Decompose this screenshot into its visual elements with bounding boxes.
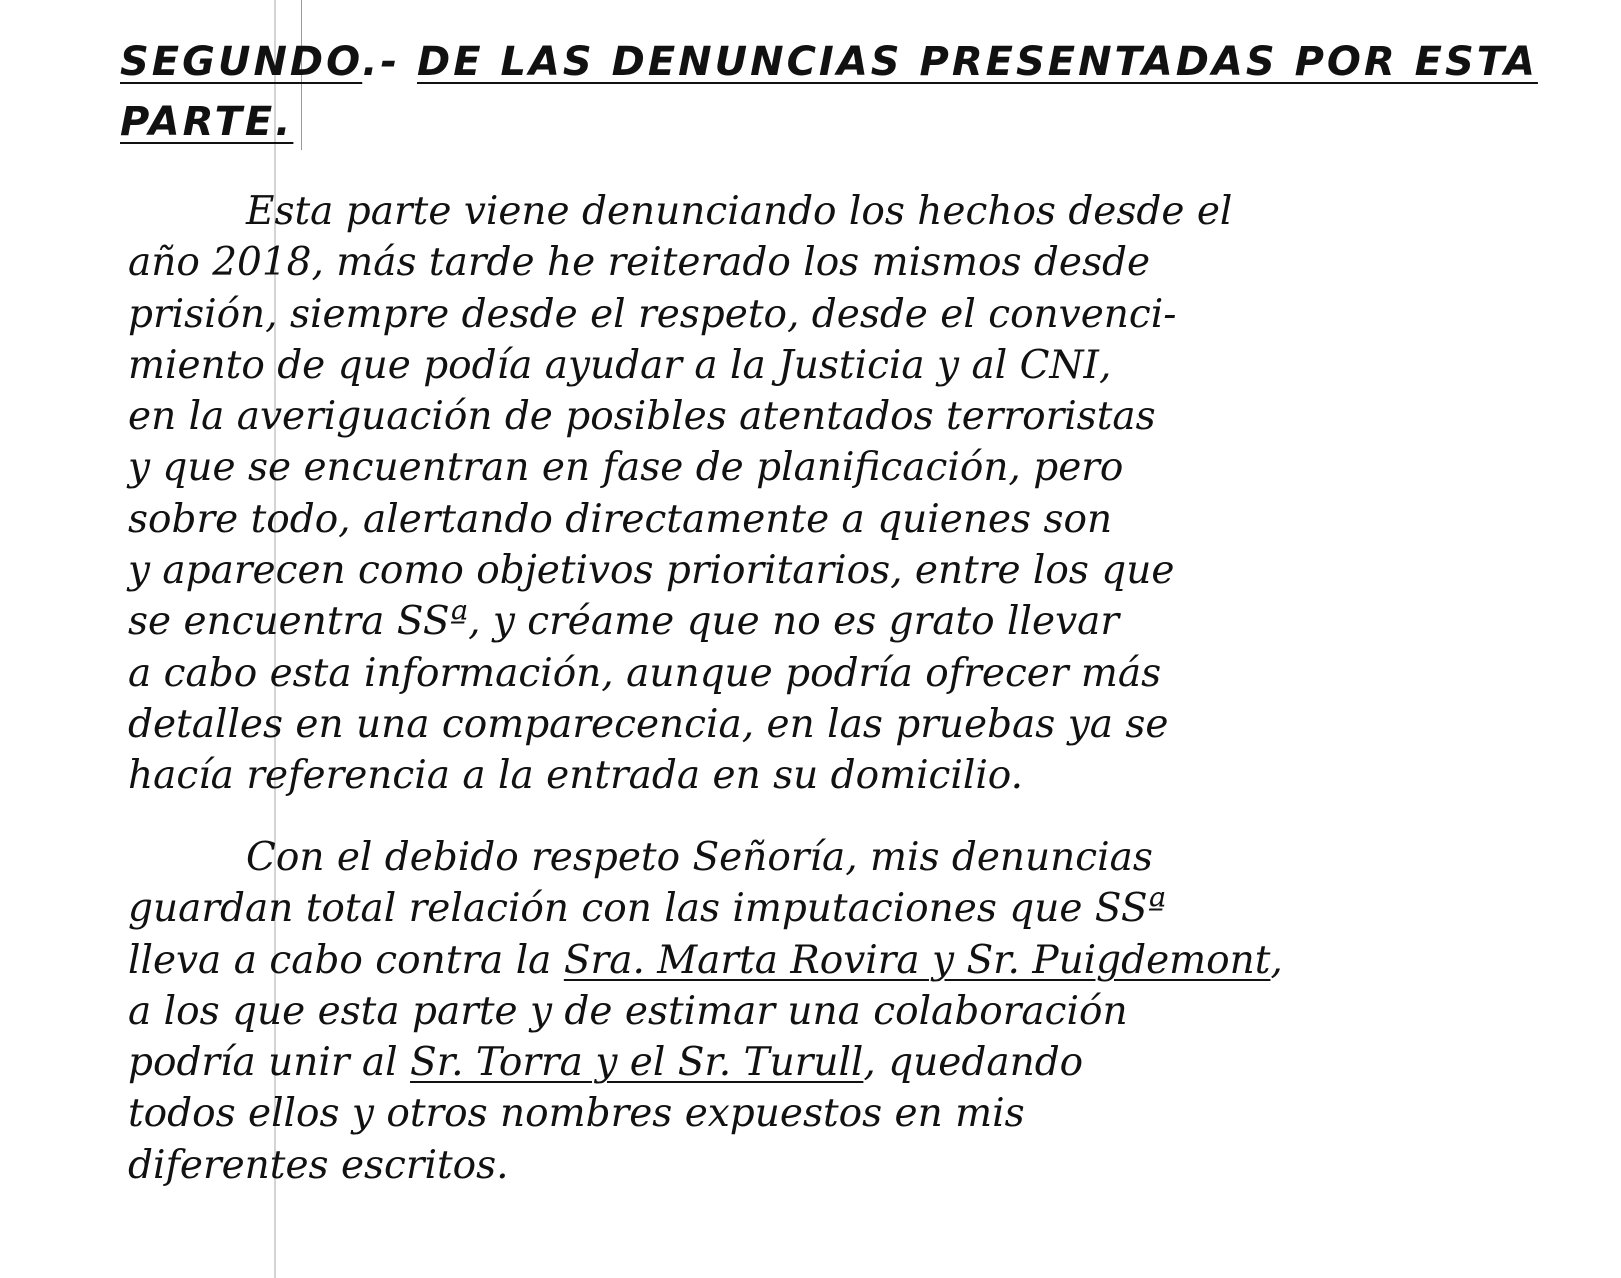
paragraph-line: y aparecen como objetivos prioritarios, entre los que [128,548,1175,594]
paragraph-relacion-imputaciones [128,832,1498,1191]
paragraph-line: sobre todo, alertando directamente a quienes son [128,496,1113,542]
paragraph-line: Con el debido respeto Señoría, mis denuncias [246,835,1153,880]
heading-title: DE LAS DENUNCIAS PRESENTADAS POR ESTA [416,39,1538,85]
paragraph-line: diferentes escritos. [128,1142,509,1188]
paragraph-line: todos ellos y otros nombres expuestos en mis [128,1091,1025,1137]
heading-line-1 [120,32,1538,92]
paragraph-line: en la averiguación de posibles atentados terroristas [128,394,1156,440]
underlined-names: Sr. Torra y el Sr. Turull [410,1040,864,1086]
paragraph-line: prisión, siempre desde el respeto, desde el convenci- [128,291,1177,337]
paragraph-line: detalles en una comparecencia, en las pruebas ya se [128,701,1169,747]
heading-number: SEGUNDO [120,39,363,85]
paragraph-line: a cabo esta información, aunque podría ofrecer más [128,650,1162,696]
paragraph-line: se encuentra SSª, y créame que no es grato llevar [128,599,1119,645]
line-text: lleva a cabo contra la [128,937,564,983]
paragraph-line: miento de que podía ayudar a la Justicia y al CNI, [128,342,1112,388]
paragraph-line: Esta parte viene denunciando los hechos desde el [246,189,1233,234]
paragraph-line: a los que esta parte y de estimar una colaboración [128,988,1128,1034]
paragraph-denuncias [128,186,1498,802]
line-text: , [1270,937,1283,983]
heading-title-continued: PARTE. [120,99,294,145]
paragraph-line: guardan total relación con las imputaciones que SSª [128,886,1167,932]
underlined-names: Sra. Marta Rovira y Sr. Puigdemont [563,937,1271,983]
heading-line-2 [120,92,1510,152]
paragraph-line: y que se encuentran en fase de planificación, pero [128,445,1124,491]
heading-separator: .- [362,39,417,85]
line-text: , quedando [863,1040,1084,1086]
paragraph-line [128,1037,1498,1088]
paragraph-line [128,935,1498,986]
section-heading [120,32,1538,152]
line-text: podría unir al [128,1040,411,1086]
paragraph-line: hacía referencia a la entrada en su domicilio. [128,753,1024,799]
paragraph-line: año 2018, más tarde he reiterado los mismos desde [128,240,1151,286]
